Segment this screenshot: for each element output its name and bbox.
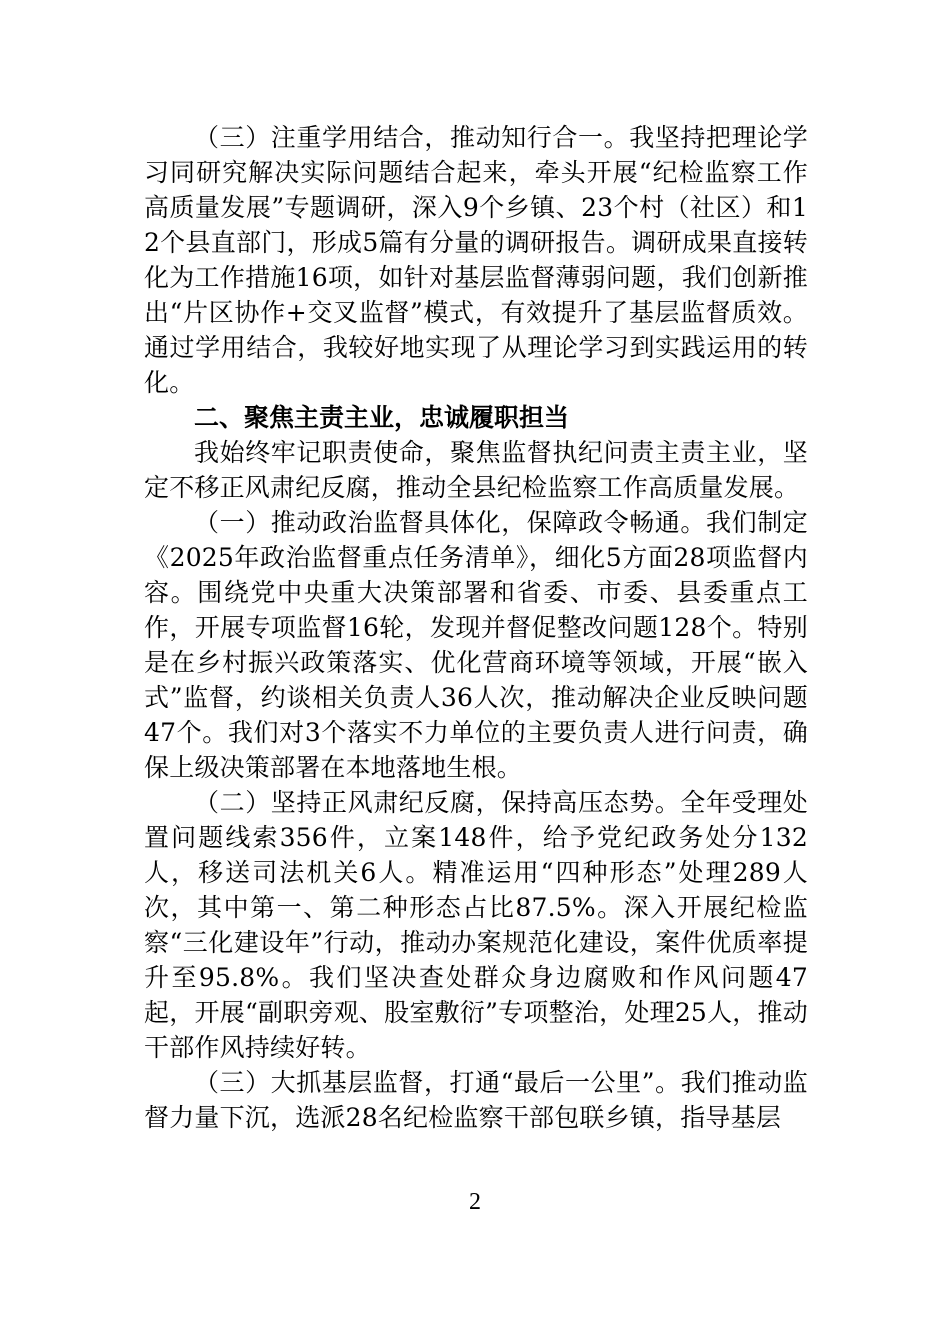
paragraph-grassroots-supervision: （三）大抓基层监督，打通“最后一公里”。我们推动监督力量下沉，选派28名纪检监察干部包联乡镇，指导基层	[144, 1068, 808, 1132]
section-heading-duty: 二、聚焦主责主业，忠诚履职担当	[194, 403, 570, 432]
page-number: 2	[469, 1189, 481, 1215]
paragraph-anti-corruption: （二）坚持正风肃纪反腐，保持高压态势。全年受理处置问题线索356件，立案148件，给予党纪政务处分132人，移送司法机关6人。精准运用“四种形态”处理289人次，其中第一、第二种形态占比87.5%。深入开展纪检监察“三化建设年”行动，推动办案规范化建设，案件优质率提升至95.8%。我们坚决查处群众身边腐败和作风问题47起，开展“副职旁观、股室敷衍”专项整治，处理25人，推动干部作风持续好转。	[144, 788, 808, 1062]
paragraph-study-application: （三）注重学用结合，推动知行合一。我坚持把理论学习同研究解决实际问题结合起来，牵头开展“纪检监察工作高质量发展”专题调研，深入9个乡镇、23个村（社区）和12个县直部门，形成5篇有分量的调研报告。调研成果直接转化为工作措施16项，如针对基层监督薄弱问题，我们创新推出“片区协作+交叉监督”模式，有效提升了基层监督质效。通过学用结合，我较好地实现了从理论学习到实践运用的转化。	[144, 123, 808, 397]
paragraph-political-supervision: （一）推动政治监督具体化，保障政令畅通。我们制定《2025年政治监督重点任务清单》，细化5方面28项监督内容。围绕党中央重大决策部署和省委、市委、县委重点工作，开展专项监督16轮，发现并督促整改问题128个。特别是在乡村振兴政策落实、优化营商环境等领域，开展“嵌入式”监督，约谈相关负责人36人次，推动解决企业反映问题47个。我们对3个落实不力单位的主要负责人进行问责，确保上级决策部署在本地落地生根。	[144, 508, 808, 782]
document-body	[144, 120, 808, 1135]
paragraph-duty-intro: 我始终牢记职责使命，聚焦监督执纪问责主责主业，坚定不移正风肃纪反腐，推动全县纪检监察工作高质量发展。	[144, 438, 808, 502]
